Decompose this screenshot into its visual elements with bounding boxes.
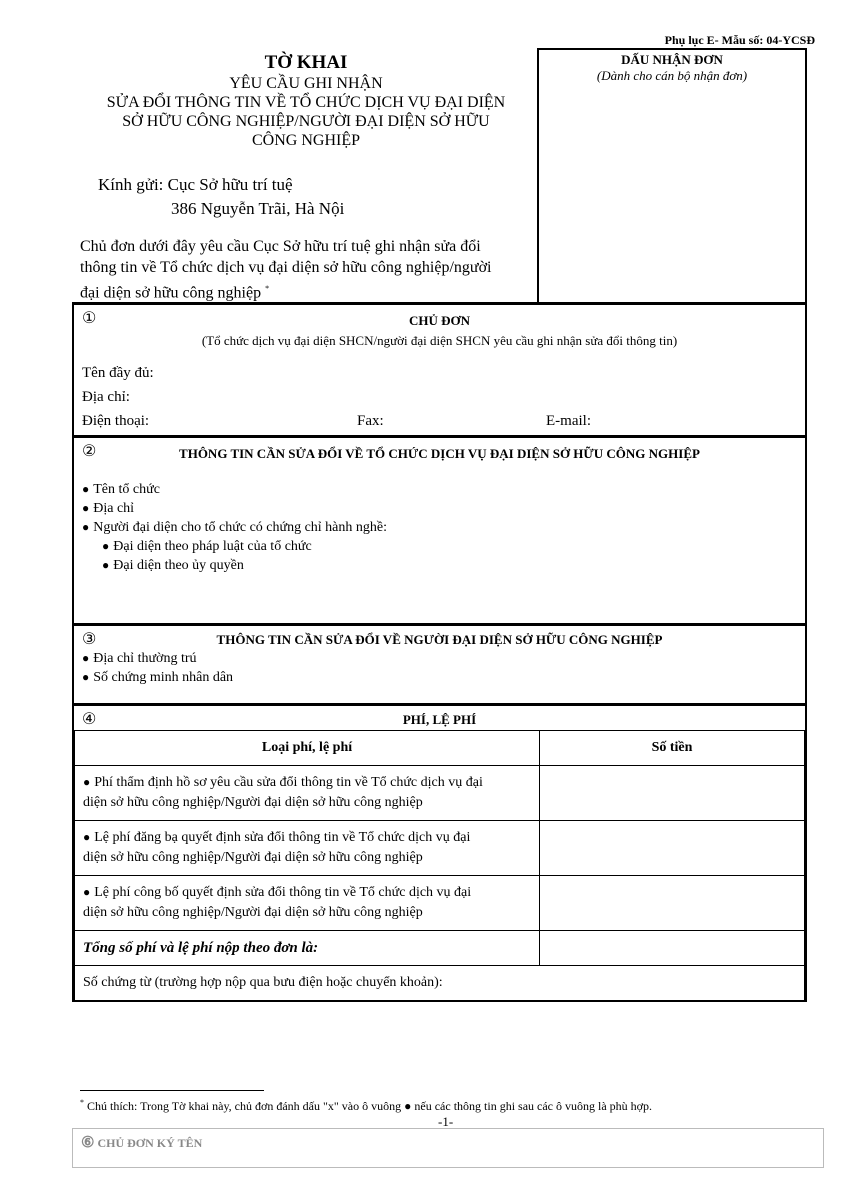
total-label: Tổng số phí và lệ phí nộp theo đơn là: — [75, 931, 540, 966]
fee-row-text: diện sở hữu công nghiệp/Người đại diện sở hữu công nghiệp — [83, 905, 423, 920]
fax-field[interactable]: Fax: — [357, 413, 384, 429]
checkbox-label: Địa chỉ thường trú — [93, 651, 197, 666]
section-1-subtitle: (Tổ chức dịch vụ đại diện SHCN/người đại diện SHCN yêu cầu ghi nhận sửa đổi thông tin) — [201, 333, 678, 348]
address-field[interactable]: Địa chỉ: — [82, 389, 130, 405]
checkbox-label: Đại diện theo pháp luật của tổ chức — [113, 539, 312, 554]
form-title-block — [78, 52, 534, 150]
bullet-icon: ● — [404, 1099, 412, 1113]
signature-label-text: CHỦ ĐƠN KÝ TÊN — [97, 1136, 203, 1150]
section-1-number: ① — [82, 310, 97, 327]
section-applicant — [72, 303, 807, 437]
intro-text — [80, 236, 536, 303]
footnote-mark: * — [80, 1098, 84, 1107]
table-row — [75, 821, 805, 876]
stamp-title: DẤU NHẬN ĐƠN — [621, 52, 723, 67]
checkbox-org-name[interactable] — [82, 482, 160, 498]
fee-table — [74, 730, 805, 1000]
form-subtitle-1: YÊU CẦU GHI NHẬN — [229, 75, 383, 92]
checkbox-permanent-address[interactable] — [82, 651, 197, 667]
form-subtitle-3: SỞ HỮU CÔNG NGHIỆP/NGƯỜI ĐẠI DIỆN SỞ HỮU — [122, 113, 490, 130]
section-1-title: CHỦ ĐƠN — [408, 313, 471, 328]
phone-field[interactable]: Điện thoại: — [82, 413, 150, 429]
full-name-field[interactable]: Tên đầy đủ: — [82, 365, 154, 381]
col-amount: Số tiền — [540, 731, 805, 766]
recipient-line-1: Kính gửi: Cục Sở hữu trí tuệ — [98, 175, 293, 194]
bullet-icon[interactable]: ● — [83, 775, 91, 789]
fee-row-text: Lệ phí công bố quyết định sửa đổi thông tin về Tổ chức dịch vụ đại — [94, 885, 472, 900]
bullet-icon[interactable]: ● — [83, 830, 91, 844]
recipient — [98, 173, 344, 221]
bullet-icon: ● — [102, 539, 110, 553]
fee-row-text: diện sở hữu công nghiệp/Người đại diện sở hữu công nghiệp — [83, 850, 423, 865]
fee-row-text: diện sở hữu công nghiệp/Người đại diện sở hữu công nghiệp — [83, 795, 423, 810]
footnote-divider — [80, 1090, 264, 1091]
stamp-note: (Dành cho cán bộ nhận đơn) — [596, 68, 748, 83]
section-3-number: ③ — [82, 631, 97, 648]
checkbox-label: Người đại diện cho tổ chức có chứng chỉ hành nghề: — [93, 520, 388, 535]
section-fees — [72, 704, 807, 1002]
footnote-text-1: Chú thích: Trong Tờ khai này, chủ đơn đánh dấu "x" vào ô vuông — [87, 1099, 402, 1113]
bullet-icon: ● — [82, 670, 90, 684]
section-4-number: ④ — [82, 711, 97, 728]
section-2-number: ② — [82, 443, 97, 460]
section-6-number: ⑥ — [81, 1135, 95, 1151]
checkbox-org-representative[interactable] — [82, 520, 387, 536]
recipient-line-2: 386 Nguyễn Trãi, Hà Nội — [171, 199, 345, 218]
checkbox-legal-representative[interactable] — [102, 539, 312, 555]
email-field[interactable]: E-mail: — [546, 413, 591, 429]
amount-cell[interactable] — [540, 876, 805, 931]
intro-line-2: thông tin về Tổ chức dịch vụ đại diện sở hữu công nghiệp/người — [80, 259, 492, 276]
amount-cell[interactable] — [540, 821, 805, 876]
footnote-text-2: nếu các thông tin ghi sau các ô vuông là phù hợp. — [414, 1099, 653, 1113]
checkbox-authorized-representative[interactable] — [102, 558, 244, 574]
checkbox-label: Tên tổ chức — [93, 482, 160, 497]
fee-row-text: Phí thẩm định hồ sơ yêu cầu sửa đổi thông tin về Tổ chức dịch vụ đại — [94, 775, 483, 790]
amount-cell[interactable] — [540, 766, 805, 821]
total-amount-cell[interactable] — [540, 931, 805, 966]
intro-footnote-mark: * — [265, 284, 270, 293]
receipt-row — [75, 966, 805, 1001]
footnote — [80, 1098, 652, 1114]
form-subtitle-4: CÔNG NGHIỆP — [252, 132, 360, 149]
total-row — [75, 931, 805, 966]
bullet-icon: ● — [82, 482, 90, 496]
bullet-icon[interactable]: ● — [83, 885, 91, 899]
intro-line-3: đại diện sở hữu công nghiệp — [80, 284, 262, 302]
section-4-title: PHÍ, LỆ PHÍ — [402, 712, 477, 727]
form-subtitle-2: SỬA ĐỔI THÔNG TIN VỀ TỔ CHỨC DỊCH VỤ ĐẠI DIỆN — [106, 94, 506, 111]
fee-row-text: Lệ phí đăng bạ quyết định sửa đổi thông tin về Tổ chức dịch vụ đại — [94, 830, 471, 845]
checkbox-org-address[interactable] — [82, 501, 134, 517]
section-representative-info — [72, 624, 807, 705]
section-org-info — [72, 436, 807, 625]
signature-box[interactable] — [72, 1128, 824, 1168]
checkbox-label: Địa chỉ — [93, 501, 135, 516]
bullet-icon: ● — [82, 501, 90, 515]
page-number: -1- — [438, 1114, 454, 1129]
checkbox-label: Số chứng minh nhân dân — [93, 670, 234, 685]
signature-label — [81, 1133, 202, 1152]
bullet-icon: ● — [82, 651, 90, 665]
section-3-title: THÔNG TIN CẦN SỬA ĐỔI VỀ NGƯỜI ĐẠI DIỆN SỞ HỮU CÔNG NGHIỆP — [216, 632, 663, 647]
table-header-row — [75, 731, 805, 766]
section-2-title: THÔNG TIN CẦN SỬA ĐỔI VỀ TỔ CHỨC DỊCH VỤ ĐẠI DIỆN SỞ HỮU CÔNG NGHIỆP — [179, 446, 700, 461]
intro-line-1: Chủ đơn dưới đây yêu cầu Cục Sở hữu trí tuệ ghi nhận sửa đổi — [80, 238, 481, 255]
col-fee-type: Loại phí, lệ phí — [75, 731, 540, 766]
bullet-icon: ● — [102, 558, 110, 572]
table-row — [75, 766, 805, 821]
checkbox-label: Đại diện theo ủy quyền — [113, 558, 244, 573]
checkbox-id-number[interactable] — [82, 670, 233, 686]
form-title: TỜ KHAI — [264, 52, 348, 73]
table-row — [75, 876, 805, 931]
receipt-number-field[interactable]: Số chứng từ (trường hợp nộp qua bưu điện hoặc chuyển khoản): — [75, 966, 805, 1001]
bullet-icon: ● — [82, 520, 90, 534]
appendix-label: Phụ lục E- Mẫu số: 04-YCSĐ — [664, 33, 815, 47]
